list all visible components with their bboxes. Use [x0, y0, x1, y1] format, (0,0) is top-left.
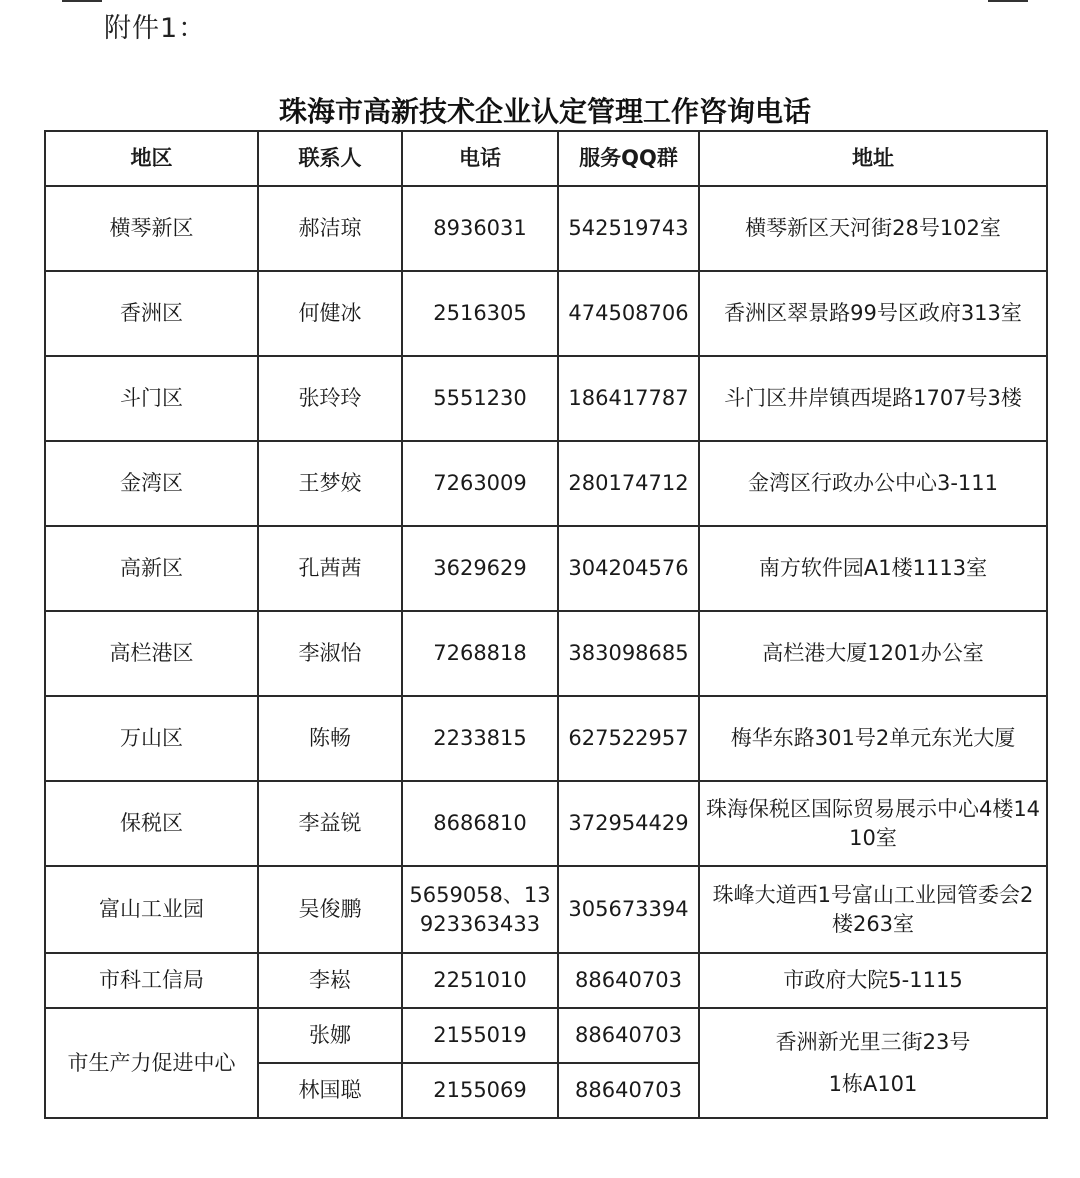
cell-qq: 186417787	[558, 356, 699, 441]
table-row	[45, 953, 1047, 1008]
cell-phone: 5551230	[402, 356, 558, 441]
cell-contact: 李益锐	[258, 781, 402, 866]
table-header-row	[45, 131, 1047, 186]
cell-region: 市科工信局	[45, 953, 258, 1008]
cell-region: 斗门区	[45, 356, 258, 441]
cell-phone: 8936031	[402, 186, 558, 271]
cell-qq: 383098685	[558, 611, 699, 696]
attachment-label: 附件1：	[104, 13, 207, 44]
top-rule-right	[988, 0, 1028, 2]
table-row	[45, 526, 1047, 611]
cell-region: 富山工业园	[45, 866, 258, 953]
cell-contact: 张玲玲	[258, 356, 402, 441]
header-address: 地址	[699, 131, 1047, 186]
cell-qq: 304204576	[558, 526, 699, 611]
table-row	[45, 441, 1047, 526]
cell-address: 珠海保税区国际贸易展示中心4楼1410室	[699, 781, 1047, 866]
cell-address: 斗门区井岸镇西堤路1707号3楼	[699, 356, 1047, 441]
cell-qq: 88640703	[558, 1008, 699, 1063]
table-row	[45, 356, 1047, 441]
cell-region: 高栏港区	[45, 611, 258, 696]
header-region: 地区	[45, 131, 258, 186]
cell-phone: 3629629	[402, 526, 558, 611]
cell-region: 金湾区	[45, 441, 258, 526]
cell-region-merged: 市生产力促进中心	[45, 1008, 258, 1118]
cell-address-merged: 香洲新光里三街23号1栋A101	[699, 1008, 1047, 1118]
cell-contact: 孔茜茜	[258, 526, 402, 611]
cell-phone: 5659058、13923363433	[402, 866, 558, 953]
table-row	[45, 781, 1047, 866]
cell-qq: 88640703	[558, 953, 699, 1008]
cell-qq: 474508706	[558, 271, 699, 356]
cell-contact: 林国聪	[258, 1063, 402, 1118]
cell-phone: 2516305	[402, 271, 558, 356]
cell-region: 高新区	[45, 526, 258, 611]
cell-contact: 王梦姣	[258, 441, 402, 526]
table-row	[45, 186, 1047, 271]
table-row	[45, 611, 1047, 696]
cell-phone: 2251010	[402, 953, 558, 1008]
cell-address: 市政府大院5-1115	[699, 953, 1047, 1008]
cell-contact: 李崧	[258, 953, 402, 1008]
header-qq: 服务QQ群	[558, 131, 699, 186]
cell-address: 香洲区翠景路99号区政府313室	[699, 271, 1047, 356]
cell-address: 珠峰大道西1号富山工业园管委会2楼263室	[699, 866, 1047, 953]
header-phone: 电话	[402, 131, 558, 186]
cell-contact: 张娜	[258, 1008, 402, 1063]
cell-phone: 2155019	[402, 1008, 558, 1063]
table-row	[45, 696, 1047, 781]
cell-contact: 吴俊鹏	[258, 866, 402, 953]
cell-contact: 何健冰	[258, 271, 402, 356]
table-row	[45, 271, 1047, 356]
cell-qq: 372954429	[558, 781, 699, 866]
cell-phone: 2155069	[402, 1063, 558, 1118]
cell-address: 金湾区行政办公中心3-111	[699, 441, 1047, 526]
page-title: 珠海市高新技术企业认定管理工作咨询电话	[278, 95, 811, 128]
cell-contact: 李淑怡	[258, 611, 402, 696]
cell-phone: 2233815	[402, 696, 558, 781]
cell-address: 南方软件园A1楼1113室	[699, 526, 1047, 611]
cell-qq: 280174712	[558, 441, 699, 526]
cell-phone: 8686810	[402, 781, 558, 866]
cell-qq: 542519743	[558, 186, 699, 271]
table-row	[45, 866, 1047, 953]
cell-address: 横琴新区天河街28号102室	[699, 186, 1047, 271]
table-row	[45, 1008, 1047, 1063]
cell-phone: 7268818	[402, 611, 558, 696]
cell-contact: 郝洁琼	[258, 186, 402, 271]
cell-address: 梅华东路301号2单元东光大厦	[699, 696, 1047, 781]
cell-qq: 627522957	[558, 696, 699, 781]
header-contact: 联系人	[258, 131, 402, 186]
cell-region: 香洲区	[45, 271, 258, 356]
cell-region: 万山区	[45, 696, 258, 781]
top-rule-left	[62, 0, 102, 2]
cell-address: 高栏港大厦1201办公室	[699, 611, 1047, 696]
cell-qq: 305673394	[558, 866, 699, 953]
contact-table	[44, 130, 1048, 1119]
cell-region: 保税区	[45, 781, 258, 866]
cell-qq: 88640703	[558, 1063, 699, 1118]
cell-phone: 7263009	[402, 441, 558, 526]
cell-region: 横琴新区	[45, 186, 258, 271]
cell-contact: 陈畅	[258, 696, 402, 781]
